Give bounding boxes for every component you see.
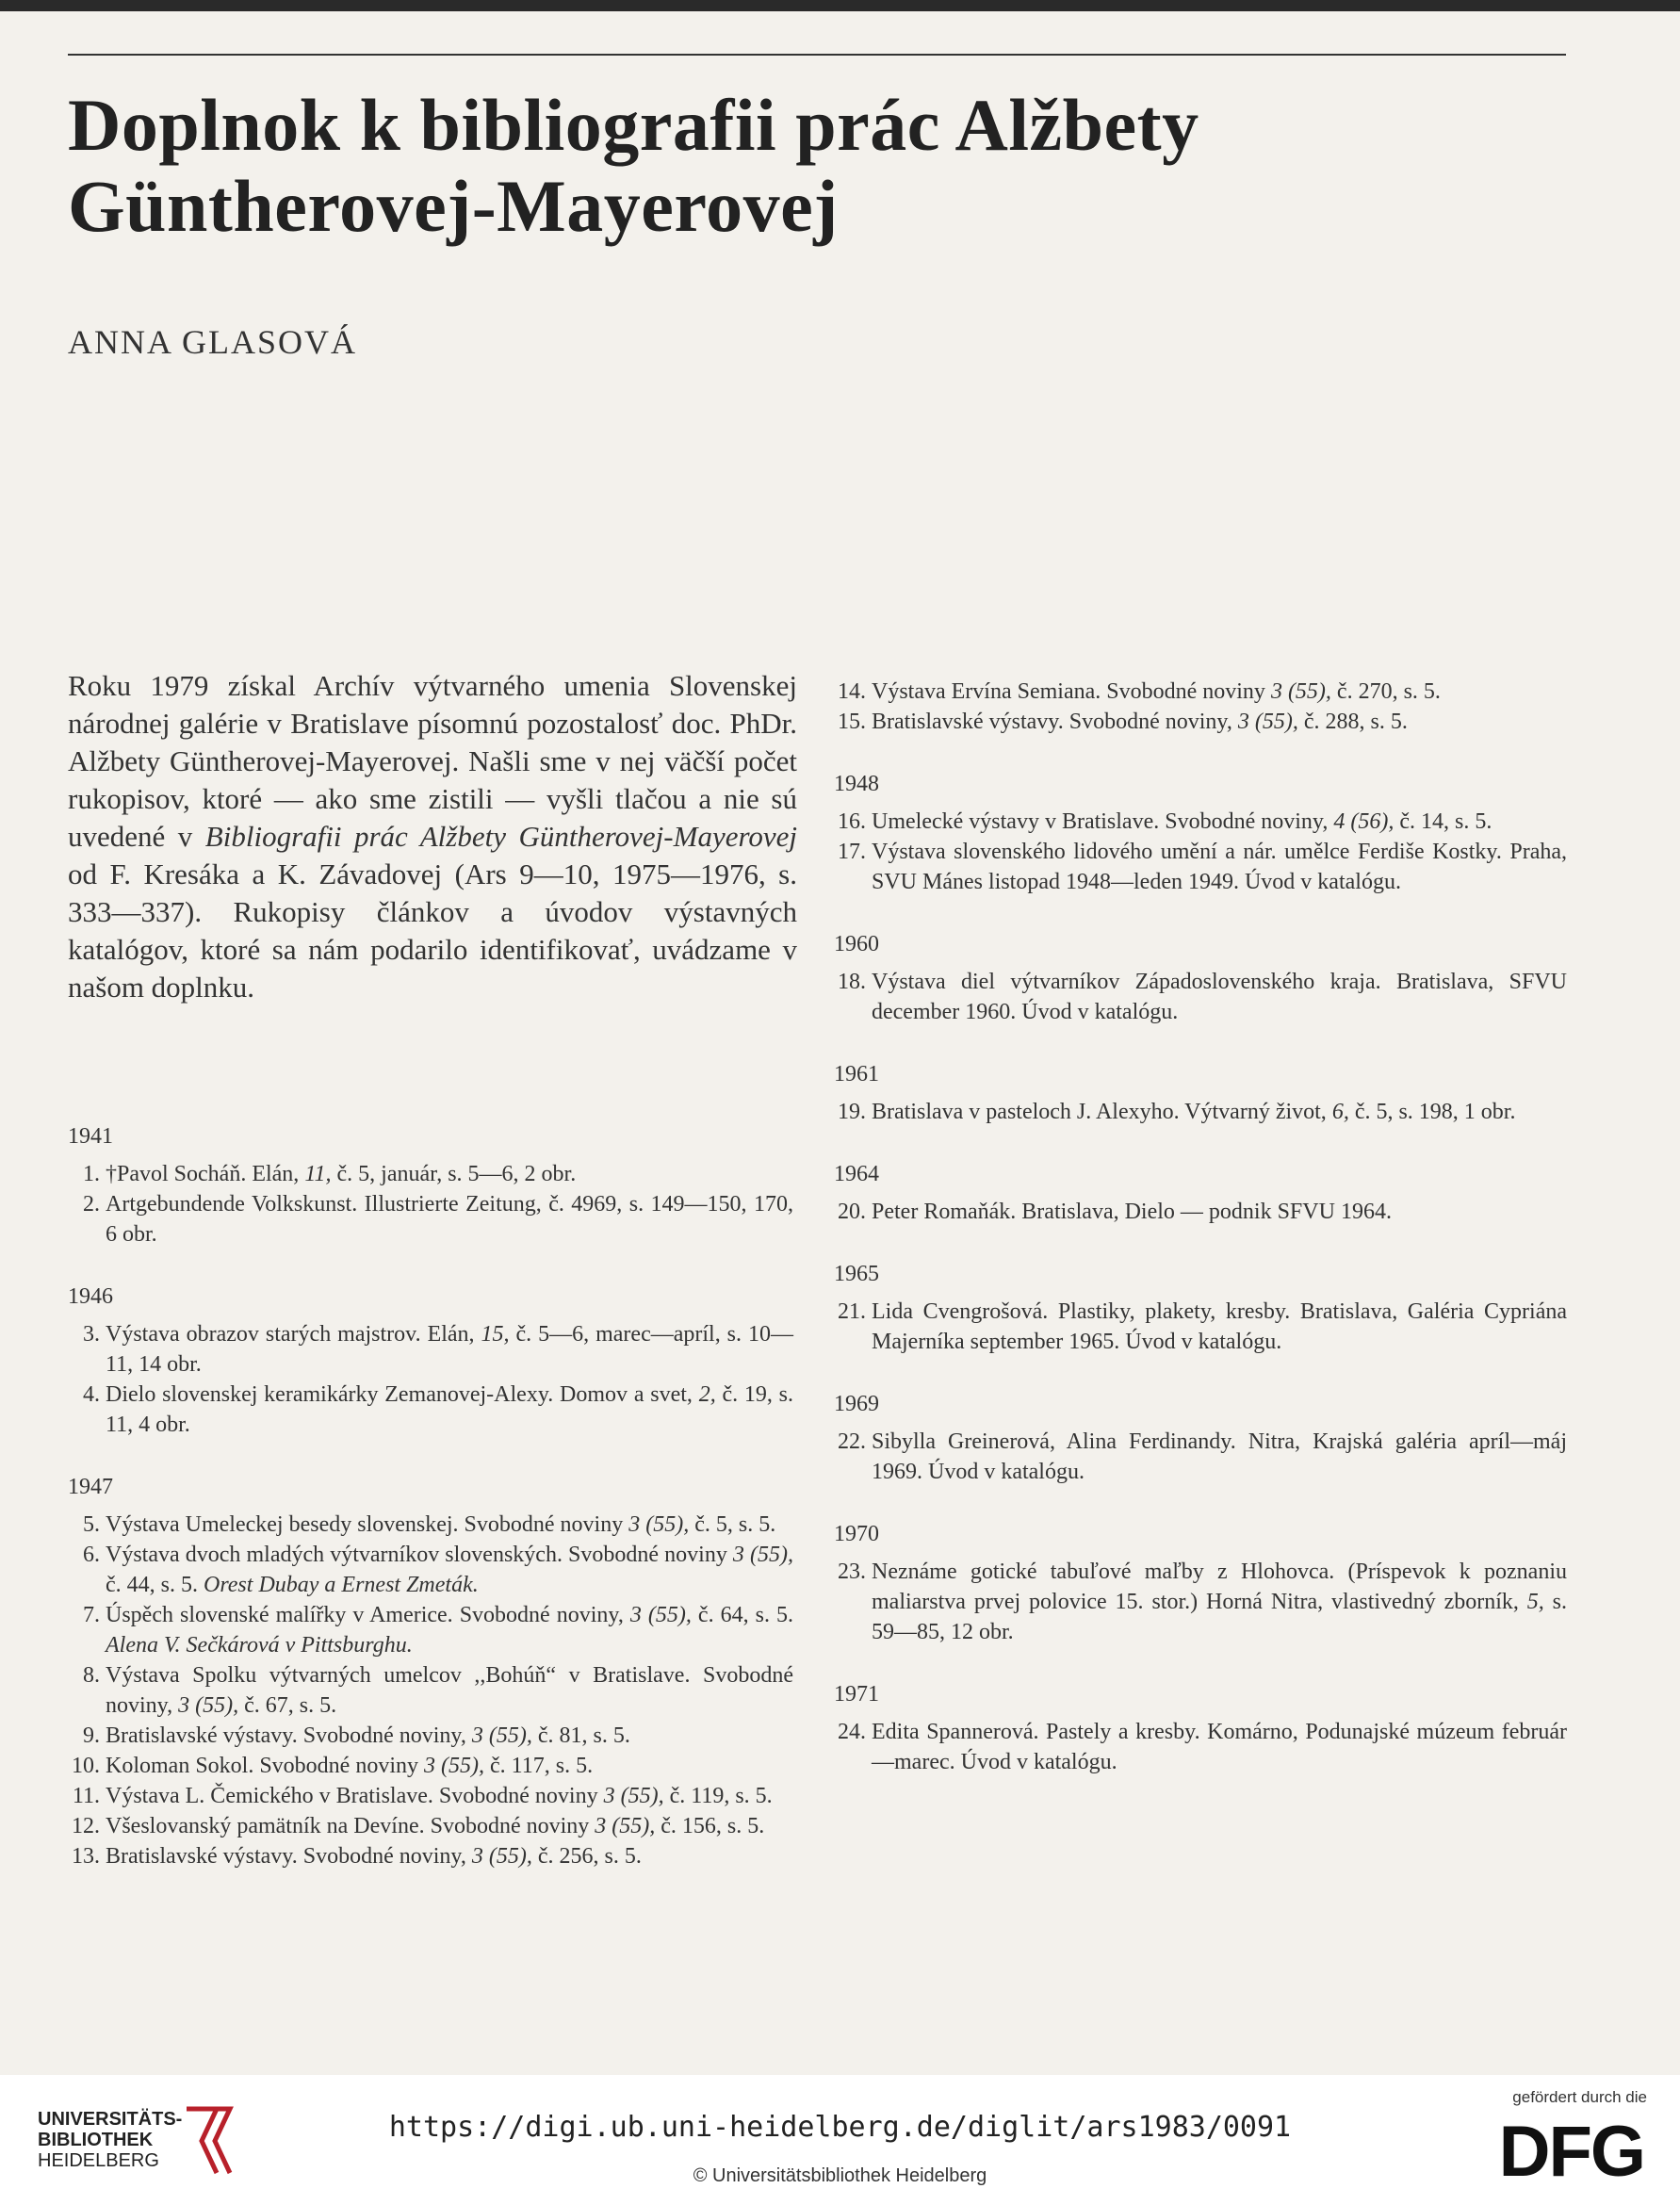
bibliography-entry [68,1319,793,1380]
entry-italic-text: 11, [304,1162,332,1186]
entry-text: č. 81, s. 5. [531,1723,630,1748]
entry-italic-text: 15, [481,1322,510,1347]
entry-number: 23. [838,1560,866,1584]
entry-text: Peter Romaňák. Bratislava, Dielo — podnik SFVU 1964. [872,1200,1392,1224]
footer-bar [0,2075,1680,2205]
bibliography-entry [68,1540,793,1600]
entry-text: č. 5, s. 5. [689,1512,776,1537]
entry-text: †Pavol Socháň. Elán, [106,1162,305,1186]
entry-text: Bratislavské výstavy. Svobodné noviny, [106,1844,472,1869]
entry-text: č. 44, s. 5. [106,1573,204,1597]
bibliography-entry [68,1159,793,1189]
article-title [68,85,1481,247]
bibliography-entry [834,967,1567,1027]
library-name-line-3: HEIDELBERG [38,2150,159,2171]
entry-italic-text: 3 (55), [732,1543,794,1567]
year-heading: 1941 [68,1124,113,1149]
entry-text: Lida Cvengrošová. Plastiky, plakety, kresby. Bratislava, Galéria Cypriána Majerníka september 1965. Úvod v katalógu. [872,1299,1567,1354]
entry-number: 13. [72,1844,100,1869]
entry-text: Artgebundende Volkskunst. Illustrierte Zeitung, č. 4969, s. 149—150, 170, 6 obr. [106,1192,793,1247]
year-section [834,765,1567,897]
entry-text: Výstava diel výtvarníkov Západoslovenského kraja. Bratislava, SFVU december 1960. Úvod v katalógu. [872,970,1567,1024]
entry-text: č. 119, s. 5. [663,1784,773,1808]
funding-label: gefördert durch die [1512,2088,1647,2106]
entry-text: Výstava slovenského lidového umění a nár. umělce Ferdiše Kostky. Praha, SVU Mánes listopad 1948—leden 1949. Úvod v katalógu. [872,840,1567,894]
year-section [834,1255,1567,1357]
bibliography-entry [834,677,1567,707]
bibliography-entry [68,1510,793,1540]
entry-italic-text: 3 (55), [595,1814,656,1838]
library-name-line-1: UNIVERSITÄTS- [38,2109,183,2130]
title-line-2: Güntherovej-Mayerovej [68,165,839,247]
entry-text: č. 5, január, s. 5—6, 2 obr. [331,1162,577,1186]
intro-text-2: od F. Kresáka a K. Závadovej (Ars 9—10, 1975—1976, s. 333—337). Rukopisy článkov a úvodov výstavných katalógov, ktoré sa nám podarilo identifikovať, uvádzame v našom doplnku. [68,858,797,1004]
bibliography-entry [68,1189,793,1250]
entry-text: Výstava Ervína Semiana. Svobodné noviny [872,679,1271,704]
entry-number: 4. [83,1382,100,1407]
bibliography-entry [834,707,1567,737]
bibliography-entry [834,837,1567,897]
entry-number: 19. [838,1100,866,1124]
permalink-url[interactable]: https://digi.ub.uni-heidelberg.de/diglit/ars1983/0091 [388,2111,1292,2144]
year-heading: 1947 [68,1475,113,1499]
entry-italic-text: 3 (55), [471,1844,532,1869]
entry-number: 12. [72,1814,100,1838]
entry-italic-text: Orest Dubay a Ernest Zmeták. [204,1573,479,1597]
entry-text: č. 19, s. 11, 4 obr. [106,1382,793,1437]
entry-number: 15. [838,710,866,734]
entry-number: 24. [838,1720,866,1744]
entry-number: 10. [72,1754,100,1778]
entry-text: Výstava obrazov starých majstrov. Elán, [106,1322,481,1347]
entry-italic-text: Alena V. Sečkárová v Pittsburghu. [106,1633,413,1658]
bibliography-entry [68,1841,793,1871]
bibliography-entry [68,1781,793,1811]
entry-number: 17. [838,840,866,864]
bibliography-entry [834,1717,1567,1777]
entry-italic-text: 3 (55), [629,1603,692,1627]
year-heading: 1965 [834,1262,879,1286]
entry-number: 16. [838,809,866,834]
entry-number: 11. [72,1784,100,1808]
entry-text: Všeslovanský pamätník na Devíne. Svobodné noviny [106,1814,595,1838]
entry-number: 5. [83,1512,100,1537]
document-page [0,11,1680,2075]
bibliography-entry [834,807,1567,837]
entry-text: Bratislava v pasteloch J. Alexyho. Výtvarný život, [872,1100,1332,1124]
entry-text: s. 59—85, 12 obr. [872,1590,1567,1644]
copyright-notice: © Universitätsbibliothek Heidelberg [693,2165,987,2186]
entry-text: č. 5, s. 198, 1 obr. [1348,1100,1516,1124]
entry-text: č. 64, s. 5. [691,1603,793,1627]
title-line-1: Doplnok k bibliografii prác Alžbety [68,84,1199,166]
year-heading: 1961 [834,1062,879,1086]
entry-italic-text: 3 (55), [471,1723,532,1748]
entry-italic-text: 5, [1526,1590,1544,1614]
entry-text: Výstava L. Čemického v Bratislave. Svobodné noviny [106,1784,604,1808]
year-heading: 1970 [834,1522,879,1546]
year-heading: 1948 [834,772,879,796]
entry-text: č. 270, s. 5. [1330,679,1441,704]
entry-italic-text: 6, [1331,1100,1349,1124]
year-heading: 1964 [834,1162,879,1186]
year-heading: 1971 [834,1682,879,1707]
entry-number: 14. [838,679,866,704]
year-heading: 1946 [68,1284,113,1309]
entry-text: č. 256, s. 5. [531,1844,642,1869]
entry-number: 3. [83,1322,100,1347]
entry-number: 22. [838,1429,866,1454]
entry-text: Sibylla Greinerová, Alina Ferdinandy. Nitra, Krajská galéria apríl—máj 1969. Úvod v katalógu. [872,1429,1567,1484]
entry-text: Neznáme gotické tabuľové maľby z Hlohovca. (Príspevok k poznaniu maliarstva prvej polovice 15. stor.) Horná Nitra, vlastivedný zborník, [872,1560,1567,1614]
entry-number: 21. [838,1299,866,1324]
entry-italic-text: 3 (55), [1237,710,1298,734]
entry-text: č. 156, s. 5. [655,1814,765,1838]
entry-text: č. 5—6, marec—apríl, s. 10—11, 14 obr. [106,1322,793,1377]
year-section [834,1515,1567,1647]
entry-text: č. 67, s. 5. [238,1693,337,1718]
year-section [834,1385,1567,1487]
entry-number: 18. [838,970,866,994]
entry-text: Výstava Spolku výtvarných umelcov ,,Bohúň“ v Bratislave. Svobodné noviny, [106,1663,793,1718]
year-section [834,1675,1567,1777]
entry-italic-text: 3 (55), [628,1512,690,1537]
entry-text: Bratislavské výstavy. Svobodné noviny, [872,710,1238,734]
bibliography-entry [68,1600,793,1660]
article-author: ANNA GLASOVÁ [68,323,358,361]
bibliography-entry [834,1097,1567,1127]
bibliography-right-column [834,677,1567,1805]
entry-number: 1. [83,1162,100,1186]
bibliography-entry [68,1811,793,1841]
entry-text: Edita Spannerová. Pastely a kresby. Komárno, Podunajské múzeum február—marec. Úvod v katalógu. [872,1720,1567,1774]
entry-text: Bratislavské výstavy. Svobodné noviny, [106,1723,472,1748]
entry-text: Výstava dvoch mladých výtvarníkov slovenských. Svobodné noviny [106,1543,733,1567]
year-section [68,1278,793,1440]
top-rule [68,54,1566,56]
entry-italic-text: 3 (55), [603,1784,664,1808]
entry-number: 2. [83,1192,100,1217]
bibliography-entry [834,1297,1567,1357]
bibliography-entry [834,1427,1567,1487]
entry-text: č. 14, s. 5. [1394,809,1492,834]
year-section [834,1155,1567,1227]
year-section [834,677,1567,737]
year-section [68,1118,793,1250]
entry-italic-text: 2, [698,1382,716,1407]
entry-text: Výstava Umeleckej besedy slovenskej. Svobodné noviny [106,1512,629,1537]
entry-italic-text: 3 (55), [1270,679,1331,704]
entry-text: č. 288, s. 5. [1297,710,1408,734]
entry-italic-text: 3 (55), [424,1754,484,1778]
entry-number: 6. [83,1543,100,1567]
entry-text: Koloman Sokol. Svobodné noviny [106,1754,425,1778]
entry-text: Dielo slovenskej keramikárky Zemanovej-Alexy. Domov a svet, [106,1382,699,1407]
year-heading: 1969 [834,1392,879,1416]
bibliography-entry [68,1751,793,1781]
entry-text: č. 117, s. 5. [484,1754,594,1778]
entry-number: 8. [83,1663,100,1688]
entry-italic-text: 3 (55), [178,1693,239,1718]
entry-text: Úspěch slovenské malířky v Americe. Svobodné noviny, [106,1603,630,1627]
intro-paragraph [68,667,797,1006]
bibliography-entry [68,1660,793,1721]
library-name-line-2: BIBLIOTHEK [38,2130,154,2150]
bibliography-entry [834,1557,1567,1647]
entry-number: 9. [83,1723,100,1748]
bibliography-entry [68,1380,793,1440]
year-section [68,1468,793,1871]
intro-text-1: Roku 1979 získal Archív výtvarného umenia Slovenskej národnej galérie v Bratislave písomnú pozostalosť doc. PhDr. Alžbety Güntherovej-Mayerovej. Našli sme v nej väčší počet rukopisov, ktoré — ako sme zistili — vyšli tlačou a nie sú uvedené v [68,669,797,853]
intro-cited-title: Bibliografii prác Alžbety Güntherovej-Mayerovej [204,820,798,853]
year-section [834,1055,1567,1127]
bibliography-left-column [68,1118,793,1900]
bibliography-entry [834,1197,1567,1227]
entry-italic-text: 4 (56), [1333,809,1395,834]
dfg-logo[interactable]: DFG [1498,2112,1644,2192]
entry-number: 20. [838,1200,866,1224]
entry-number: 7. [83,1603,100,1627]
entry-text: Umelecké výstavy v Bratislave. Svobodné noviny, [872,809,1334,834]
year-section [834,925,1567,1027]
bibliography-entry [68,1721,793,1751]
year-heading: 1960 [834,932,879,956]
